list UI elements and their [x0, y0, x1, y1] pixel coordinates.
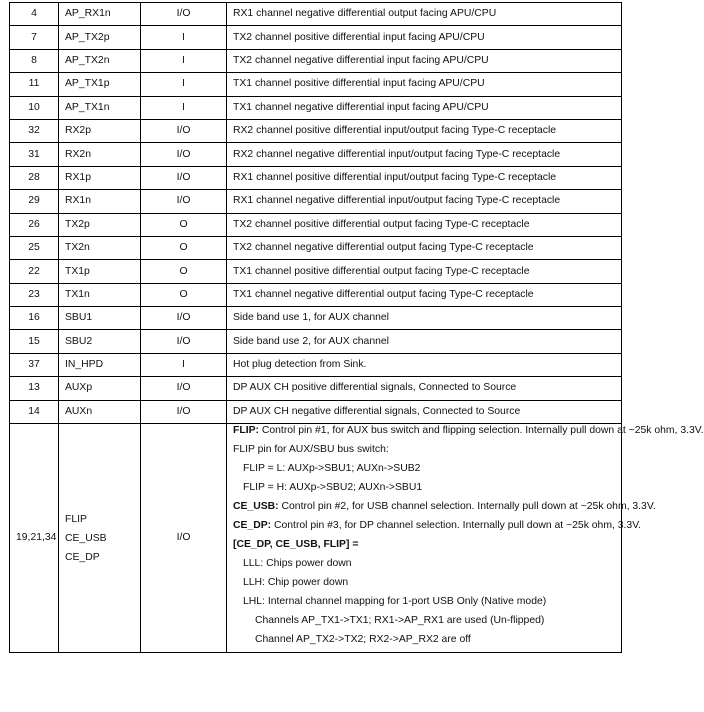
pin-name: AUXn — [59, 400, 141, 423]
table-row — [10, 213, 622, 236]
ce-dp-label: CE_DP: — [233, 520, 272, 532]
ce-usb-paragraph — [233, 500, 656, 514]
pin-name: AP_TX2n — [59, 49, 141, 72]
pin-name-ce-usb: CE_USB — [65, 532, 107, 544]
pin-number: 26 — [10, 213, 59, 236]
pin-name: RX2p — [59, 119, 141, 142]
pin-number: 8 — [10, 49, 59, 72]
pin-description: RX1 channel negative differential output facing APU/CPU — [227, 3, 622, 26]
pin-description: Hot plug detection from Sink. — [227, 353, 622, 376]
pin-number: 16 — [10, 307, 59, 330]
pin-type: I/O — [141, 400, 227, 423]
pin-number: 11 — [10, 73, 59, 96]
pin-number: 14 — [10, 400, 59, 423]
pin-name: AP_TX1n — [59, 96, 141, 119]
pin-type: I/O — [141, 3, 227, 26]
pin-name: SBU1 — [59, 307, 141, 330]
pin-type: I/O — [141, 143, 227, 166]
pin-name: TX1p — [59, 260, 141, 283]
pin-name-flip: FLIP — [65, 513, 87, 525]
pin-description: TX1 channel negative differential output facing Type-C receptacle — [227, 283, 622, 306]
pin-description: TX1 channel positive differential input facing APU/CPU — [227, 73, 622, 96]
pin-description: Side band use 2, for AUX channel — [227, 330, 622, 353]
pin-name: SBU2 — [59, 330, 141, 353]
pin-name: AP_TX1p — [59, 73, 141, 96]
pin-number: 32 — [10, 119, 59, 142]
flip-label: FLIP: — [233, 425, 259, 437]
pin-description: DP AUX CH positive differential signals, Connected to Source — [227, 377, 622, 400]
table-row — [10, 307, 622, 330]
table-row — [10, 166, 622, 189]
pin-description: RX2 channel positive differential input/output facing Type-C receptacle — [227, 119, 622, 142]
table-row — [10, 260, 622, 283]
ce-usb-text: Control pin #2, for USB channel selection. Internally pull down at ~25k ohm, 3.3V. — [278, 501, 656, 513]
table-row — [10, 330, 622, 353]
pin-type: O — [141, 236, 227, 259]
table-row — [10, 3, 622, 26]
table-row — [10, 49, 622, 72]
table-row — [10, 143, 622, 166]
pin-number: 25 — [10, 236, 59, 259]
mode-lll: LLL: Chips power down — [243, 558, 352, 570]
pin-number: 10 — [10, 96, 59, 119]
table-row — [10, 190, 622, 213]
pin-description: TX1 channel negative differential input facing APU/CPU — [227, 96, 622, 119]
pin-number: 7 — [10, 26, 59, 49]
pin-name: TX2n — [59, 236, 141, 259]
pin-name-ce-dp: CE_DP — [65, 551, 100, 563]
mode-lhl: LHL: Internal channel mapping for 1-port USB Only (Native mode) — [243, 596, 547, 608]
pin-table-body — [10, 3, 704, 653]
pin-name: RX1p — [59, 166, 141, 189]
pin-description: RX1 channel positive differential input/output facing Type-C receptacle — [227, 166, 622, 189]
combo-heading — [233, 538, 615, 552]
mode-llh: LLH: Chip power down — [243, 577, 349, 589]
table-row — [10, 353, 622, 376]
pin-description-control — [227, 424, 704, 653]
pin-type: I — [141, 96, 227, 119]
table-row — [10, 26, 622, 49]
pin-type: I — [141, 73, 227, 96]
flip-high: FLIP = H: AUXp->SBU2; AUXn->SBU1 — [243, 482, 423, 494]
flip-low: FLIP = L: AUXp->SBU1; AUXn->SUB2 — [243, 463, 421, 475]
pin-type: I/O — [141, 190, 227, 213]
table-row-control-pins — [10, 424, 622, 653]
pin-type: O — [141, 283, 227, 306]
pin-type: I/O — [141, 166, 227, 189]
pin-description: TX2 channel positive differential input facing APU/CPU — [227, 26, 622, 49]
pin-name: AP_TX2p — [59, 26, 141, 49]
table-row — [10, 283, 622, 306]
pin-type: O — [141, 213, 227, 236]
pin-name: TX2p — [59, 213, 141, 236]
pin-number: 15 — [10, 330, 59, 353]
pin-description: DP AUX CH negative differential signals, Connected to Source — [227, 400, 622, 423]
ce-dp-text: Control pin #3, for DP channel selection. Internally pull down at ~25k ohm, 3.3V. — [271, 520, 642, 532]
pin-description-table — [9, 2, 704, 653]
pin-description: TX2 channel negative differential input facing APU/CPU — [227, 49, 622, 72]
combo-heading-text: [CE_DP, CE_USB, FLIP] = — [233, 539, 359, 551]
mode-lhl-off: Channel AP_TX2->TX2; RX2->AP_RX2 are off — [255, 634, 471, 646]
pin-name: IN_HPD — [59, 353, 141, 376]
mode-lhl-used: Channels AP_TX1->TX1; RX1->AP_RX1 are used (Un-flipped) — [255, 615, 545, 627]
pin-type: I — [141, 49, 227, 72]
ce-dp-paragraph — [233, 519, 642, 533]
pin-number: 13 — [10, 377, 59, 400]
pin-names — [59, 424, 141, 653]
table-row — [10, 377, 622, 400]
pin-description: Side band use 1, for AUX channel — [227, 307, 622, 330]
pin-type: I — [141, 26, 227, 49]
pin-description: RX1 channel negative differential input/output facing Type-C receptacle — [227, 190, 622, 213]
pin-name: AUXp — [59, 377, 141, 400]
pin-type: I/O — [141, 307, 227, 330]
pin-number: 4 — [10, 3, 59, 26]
pin-name: AP_RX1n — [59, 3, 141, 26]
pin-description: TX2 channel positive differential output facing Type-C receptacle — [227, 213, 622, 236]
table-row — [10, 236, 622, 259]
pin-name: RX2n — [59, 143, 141, 166]
table-row — [10, 73, 622, 96]
pin-description: TX2 channel negative differential output facing Type-C receptacle — [227, 236, 622, 259]
pin-number: 37 — [10, 353, 59, 376]
pin-type: I/O — [141, 330, 227, 353]
pin-description: TX1 channel positive differential output facing Type-C receptacle — [227, 260, 622, 283]
pin-type: I/O — [141, 424, 227, 653]
flip-text: Control pin #1, for AUX bus switch and flipping selection. Internally pull down at ~25k ohm, 3.3V. — [258, 425, 704, 437]
pin-number: 31 — [10, 143, 59, 166]
pin-type: I — [141, 353, 227, 376]
pin-type: O — [141, 260, 227, 283]
ce-usb-label: CE_USB: — [233, 501, 279, 513]
pin-description: RX2 channel negative differential input/output facing Type-C receptacle — [227, 143, 622, 166]
pin-number: 22 — [10, 260, 59, 283]
pin-type: I/O — [141, 119, 227, 142]
pin-number: 28 — [10, 166, 59, 189]
pin-number: 23 — [10, 283, 59, 306]
flip-paragraph — [233, 424, 704, 438]
pin-name: RX1n — [59, 190, 141, 213]
pin-name: TX1n — [59, 283, 141, 306]
table-row — [10, 119, 622, 142]
flip-pin-note: FLIP pin for AUX/SBU bus switch: — [233, 444, 389, 456]
table-row — [10, 96, 622, 119]
table-row — [10, 400, 622, 423]
pin-type: I/O — [141, 377, 227, 400]
pin-number: 19,21,34 — [10, 424, 59, 653]
pin-number: 29 — [10, 190, 59, 213]
